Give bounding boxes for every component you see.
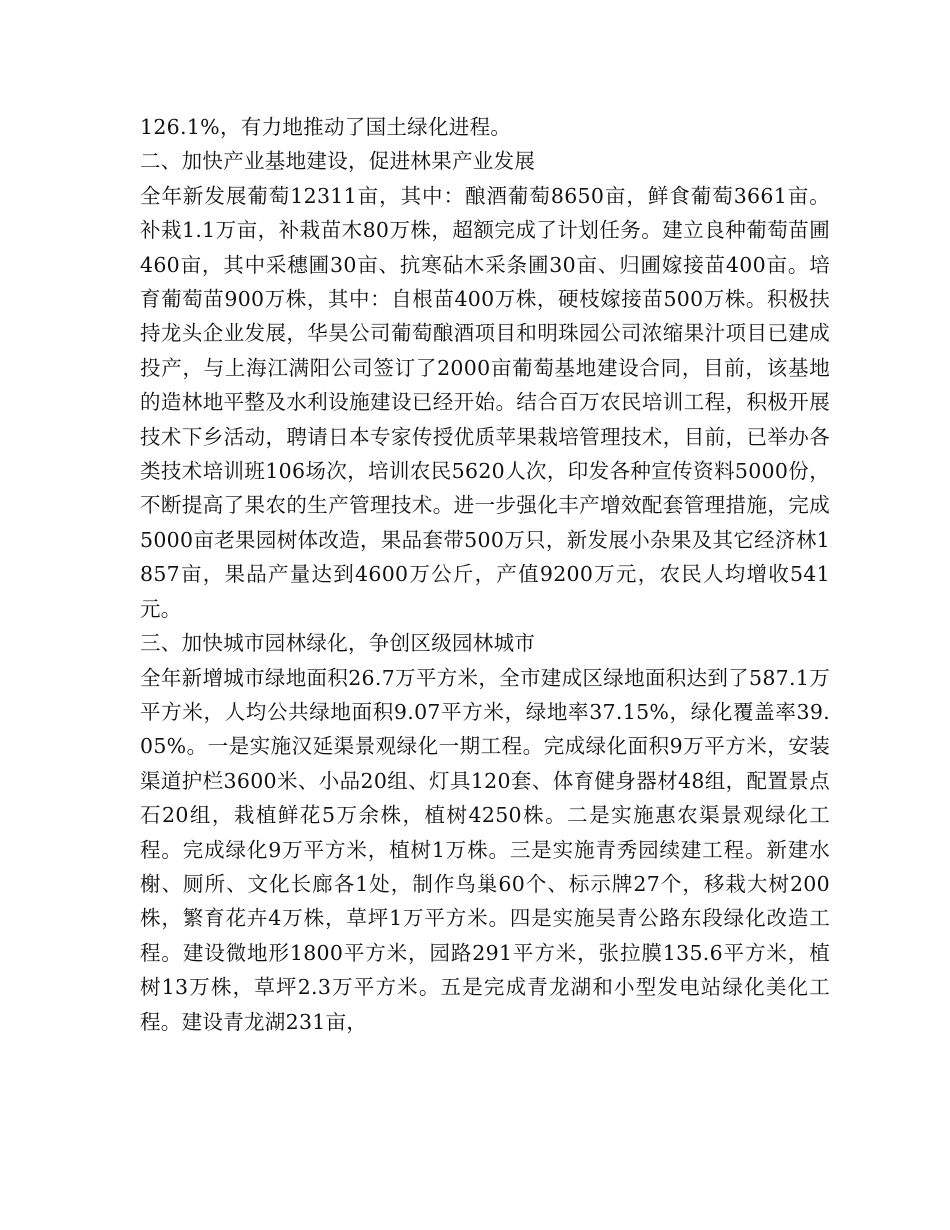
- paragraph-section-3: 全年新增城市绿地面积26.7万平方米，全市建成区绿地面积达到了587.1万平方米，人均公共绿地面积9.07平方米，绿地率37.15%，绿化覆盖率39.05%。一是实施汉延渠景观绿化一期工程。完成绿化面积9万平方米，安装渠道护栏3600米、小品20组、灯具120套、体育健身器材48组，配置景点石20组，栽植鲜花5万余株，植树4250株。二是实施惠农渠景观绿化工程。完成绿化9万平方米，植树1万株。三是实施青秀园续建工程。新建水榭、厕所、文化长廊各1处，制作鸟巢60个、标示牌27个，移栽大树200株，繁育花卉4万株，草坪1万平方米。四是实施吴青公路东段绿化改造工程。建设微地形1800平方米，园路291平方米，张拉膜135.6平方米，植树13万株，草坪2.3万平方米。五是完成青龙湖和小型发电站绿化美化工程。建设青龙湖231亩，: [140, 665, 830, 1034]
- section-heading-2: 二、加快产业基地建设，促进林果产业发展: [140, 149, 536, 174]
- document-page: [140, 110, 830, 1039]
- section-heading-3: 三、加快城市园林绿化，争创区级园林城市: [140, 631, 536, 656]
- paragraph-section-2: 全年新发展葡萄12311亩，其中：酿酒葡萄8650亩，鲜食葡萄3661亩。补栽1.1万亩，补栽苗木80万株，超额完成了计划任务。建立良种葡萄苗圃460亩，其中采穗圃30亩、抗寒砧木采条圃30亩、归圃嫁接苗400亩。培育葡萄苗900万株，其中：自根苗400万株，硬枝嫁接苗500万株。积极扶持龙头企业发展，华昊公司葡萄酿酒项目和明珠园公司浓缩果汁项目已建成投产，与上海江满阳公司签订了2000亩葡萄基地建设合同，目前，该基地的造林地平整及水利设施建设已经开始。结合百万农民培训工程，积极开展技术下乡活动，聘请日本专家传授优质苹果栽培管理技术，目前，已举办各类技术培训班106场次，培训农民5620人次，印发各种宣传资料5000份，不断提高了果农的生产管理技术。进一步强化丰产增效配套管理措施，完成5000亩老果园树体改造，果品套带500万只，新发展小杂果及其它经济林1857亩，果品产量达到4600万公斤，产值9200万元，农民人均增收541元。: [140, 183, 830, 621]
- paragraph-continuation: 126.1%，有力地推动了国土绿化进程。: [140, 115, 512, 139]
